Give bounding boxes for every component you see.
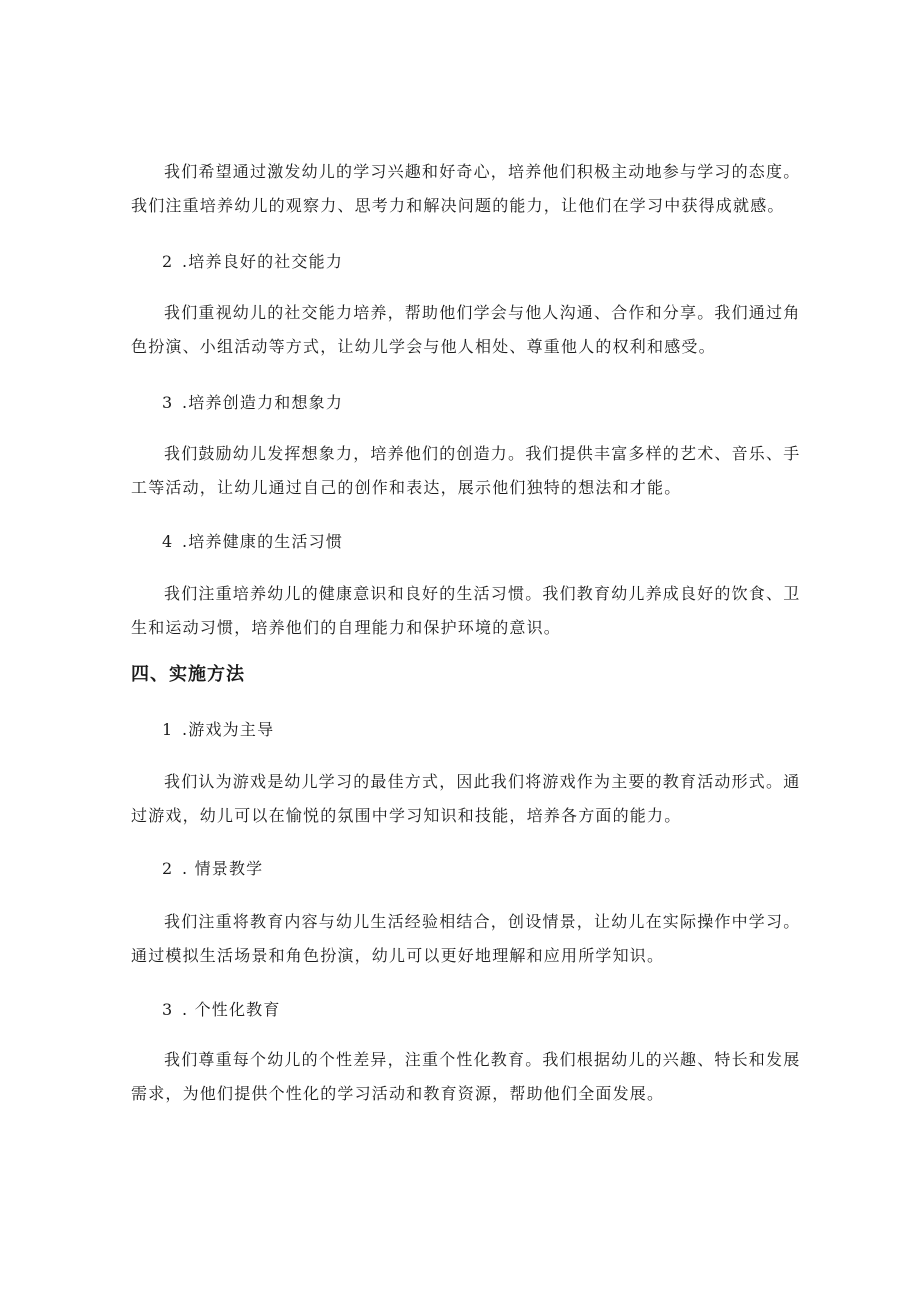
paragraph-personalized-education <box>131 1043 806 1111</box>
paragraph-creativity <box>131 437 806 505</box>
paragraph-text: 我们鼓励幼儿发挥想象力，培养他们的创造力。我们提供丰富多样的艺术、音乐、手工等活动，让幼儿通过自己的创作和表达，展示他们独特的想法和才能。 <box>131 444 801 497</box>
item-title: . 个性化教育 <box>182 1000 281 1019</box>
item-heading-social-skills <box>131 251 806 273</box>
item-title: .培养健康的生活习惯 <box>182 532 344 551</box>
paragraph-healthy-habits <box>131 577 806 645</box>
item-heading-creativity <box>131 392 806 414</box>
item-number: 4 <box>162 532 174 551</box>
item-heading-situational-teaching <box>131 858 806 880</box>
item-title: .培养创造力和想象力 <box>182 393 344 412</box>
paragraph-text: 我们重视幼儿的社交能力培养，帮助他们学会与他人沟通、合作和分享。我们通过角色扮演、小组活动等方式，让幼儿学会与他人相处、尊重他人的权利和感受。 <box>131 303 801 356</box>
item-heading-personalized-education <box>131 999 806 1021</box>
item-heading-healthy-habits <box>131 531 806 553</box>
item-heading-play-based <box>131 719 806 741</box>
item-number: 2 <box>162 859 174 878</box>
paragraph-text: 我们注重培养幼儿的健康意识和良好的生活习惯。我们教育幼儿养成良好的饮食、卫生和运动习惯，培养他们的自理能力和保护环境的意识。 <box>131 584 801 637</box>
section-title: 四、实施方法 <box>131 664 245 685</box>
paragraph-social-skills <box>131 296 806 364</box>
item-number: 3 <box>162 393 174 412</box>
item-title: . 情景教学 <box>182 859 264 878</box>
section-heading-implementation <box>131 662 806 688</box>
item-number: 1 <box>162 720 174 739</box>
paragraph-play-based <box>131 765 806 833</box>
paragraph-text: 我们注重将教育内容与幼儿生活经验相结合，创设情景，让幼儿在实际操作中学习。通过模拟生活场景和角色扮演，幼儿可以更好地理解和应用所学知识。 <box>131 912 801 965</box>
item-title: .培养良好的社交能力 <box>182 252 344 271</box>
paragraph-text: 我们尊重每个幼儿的个性差异，注重个性化教育。我们根据幼儿的兴趣、特长和发展需求，为他们提供个性化的学习活动和教育资源，帮助他们全面发展。 <box>131 1050 801 1103</box>
item-title: .游戏为主导 <box>182 720 275 739</box>
paragraph-text: 我们希望通过激发幼儿的学习兴趣和好奇心，培养他们积极主动地参与学习的态度。我们注重培养幼儿的观察力、思考力和解决问题的能力，让他们在学习中获得成就感。 <box>131 162 801 215</box>
item-number: 3 <box>162 1000 174 1019</box>
paragraph-text: 我们认为游戏是幼儿学习的最佳方式，因此我们将游戏作为主要的教育活动形式。通过游戏，幼儿可以在愉悦的氛围中学习知识和技能，培养各方面的能力。 <box>131 772 801 825</box>
item-number: 2 <box>162 252 174 271</box>
paragraph-learning-interest <box>131 155 806 223</box>
paragraph-situational-teaching <box>131 905 806 973</box>
